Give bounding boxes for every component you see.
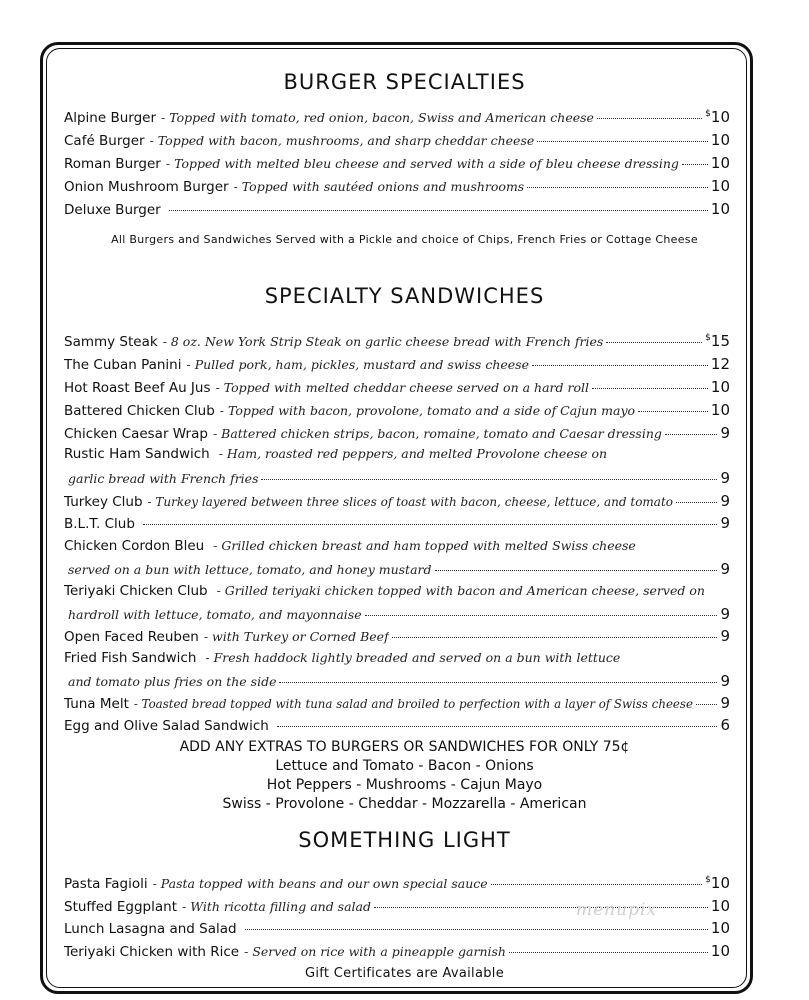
leader-dots <box>169 210 708 211</box>
item-description: - Topped with tomato, red onion, bacon, Swiss and American cheese <box>161 110 594 125</box>
item-price: 9 <box>720 560 730 578</box>
item-name: Tuna Melt <box>64 696 129 712</box>
item-description: - Topped with bacon, mushrooms, and sharp cheddar cheese <box>149 133 535 148</box>
item-name: Teriyaki Chicken with Rice <box>64 944 240 960</box>
menu-item <box>64 154 730 174</box>
item-name: Battered Chicken Club <box>64 403 215 419</box>
item-description: - Topped with bacon, provolone, tomato and a side of Cajun mayo <box>219 403 636 418</box>
item-description: - Ham, roasted red peppers, and melted Provolone cheese on <box>214 446 608 461</box>
sides-note: All Burgers and Sandwiches Served with a Pickle and choice of Chips, French Fries or Cottage Cheese <box>111 233 698 246</box>
leader-dots <box>638 411 708 412</box>
item-name: Pasta Fagioli <box>64 876 148 892</box>
menu-item-continuation <box>68 560 730 580</box>
leader-dots <box>261 479 717 480</box>
menu-item <box>64 200 730 220</box>
item-description-continued: hardroll with lettuce, tomato, and mayonnaise <box>68 607 362 622</box>
item-name: Lunch Lasagna and Salad <box>64 921 237 937</box>
item-description: - Topped with melted cheddar cheese served on a hard roll <box>215 380 589 395</box>
menu-item <box>64 446 730 466</box>
extras-line: Swiss - Provolone - Cheddar - Mozzarella - American <box>222 796 587 812</box>
item-description: - Toasted bread topped with tuna salad and broiled to perfection with a layer of Swiss cheese <box>133 697 693 711</box>
item-name: Hot Roast Beef Au Jus <box>64 380 211 396</box>
menu-item <box>64 355 730 375</box>
item-description: - Turkey layered between three slices of toast with bacon, cheese, lettuce, and tomato <box>147 495 673 509</box>
item-name: Roman Burger <box>64 156 161 172</box>
menu-item <box>64 538 730 558</box>
leader-dots <box>509 952 708 953</box>
item-price: 9 <box>720 605 730 623</box>
leader-dots <box>682 164 708 165</box>
extras-line: Lettuce and Tomato - Bacon - Onions <box>275 758 534 774</box>
item-description: - 8 oz. New York Strip Steak on garlic cheese bread with French fries <box>162 334 604 349</box>
item-name: Turkey Club <box>64 494 143 510</box>
item-name: Rustic Ham Sandwich <box>64 446 210 462</box>
item-description: - with Turkey or Corned Beef <box>203 629 389 644</box>
burger-specialties-heading: BURGER SPECIALTIES <box>283 70 526 94</box>
item-price: 9 <box>720 492 730 510</box>
item-name: Alpine Burger <box>64 110 157 126</box>
leader-dots <box>527 187 708 188</box>
item-description-continued: garlic bread with French fries <box>68 471 259 486</box>
item-price: 10 <box>710 131 730 149</box>
leader-dots <box>279 682 717 683</box>
leader-dots <box>143 524 718 525</box>
item-name: Chicken Cordon Bleu <box>64 538 205 554</box>
item-price: 9 <box>720 627 730 645</box>
item-name: Chicken Caesar Wrap <box>64 426 208 442</box>
leader-dots <box>532 365 708 366</box>
menu-item <box>64 583 730 603</box>
leader-dots <box>592 388 708 389</box>
item-price: 9 <box>720 469 730 487</box>
item-price: 9 <box>720 424 730 442</box>
extras-line: Hot Peppers - Mushrooms - Cajun Mayo <box>266 777 543 793</box>
item-price: $15 <box>705 332 730 350</box>
item-name: Open Faced Reuben <box>64 629 199 645</box>
item-price: 6 <box>720 716 730 734</box>
item-price: 10 <box>710 177 730 195</box>
item-name: Fried Fish Sandwich <box>64 650 197 666</box>
menu-item <box>64 716 730 736</box>
item-description-continued: served on a bun with lettuce, tomato, and honey mustard <box>68 562 432 577</box>
item-price: 9 <box>720 514 730 532</box>
item-price: 10 <box>710 378 730 396</box>
item-price: 10 <box>710 154 730 172</box>
leader-dots <box>676 502 717 503</box>
menu-item <box>64 401 730 421</box>
menu-item <box>64 514 730 534</box>
item-description: - With ricotta filling and salad <box>182 899 371 914</box>
menu-item <box>64 942 730 962</box>
item-name: The Cuban Panini <box>64 357 182 373</box>
item-price: $10 <box>705 108 730 126</box>
item-price: 9 <box>720 694 730 712</box>
item-price: 10 <box>710 897 730 915</box>
menu-item <box>64 131 730 151</box>
item-description: - Fresh haddock lightly breaded and served on a bun with lettuce <box>201 650 621 665</box>
item-name: Sammy Steak <box>64 334 158 350</box>
item-price: 12 <box>710 355 730 373</box>
something-light-heading: SOMETHING LIGHT <box>298 828 511 852</box>
gift-certificates-note: Gift Certificates are Available <box>305 966 504 981</box>
menu-item <box>64 332 730 352</box>
item-price: 9 <box>720 672 730 690</box>
item-price: $10 <box>705 874 730 892</box>
specialty-sandwiches-heading: SPECIALTY SANDWICHES <box>264 284 545 308</box>
menu-item <box>64 177 730 197</box>
extras-heading: ADD ANY EXTRAS TO BURGERS OR SANDWICHES FOR ONLY 75¢ <box>179 739 630 755</box>
menu-item <box>64 650 730 670</box>
item-price: 10 <box>710 401 730 419</box>
leader-dots <box>665 434 718 435</box>
item-price: 10 <box>710 942 730 960</box>
item-name: Teriyaki Chicken Club <box>64 583 208 599</box>
item-name: Deluxe Burger <box>64 202 161 218</box>
item-description: - Served on rice with a pineapple garnish <box>244 944 506 959</box>
menupix-watermark: menupix <box>576 900 657 920</box>
item-description: - Grilled chicken breast and ham topped with melted Swiss cheese <box>209 538 636 553</box>
leader-dots <box>277 726 718 727</box>
menu-item <box>64 874 730 894</box>
item-description: - Topped with sautéed onions and mushrooms <box>233 179 525 194</box>
leader-dots <box>392 637 718 638</box>
leader-dots <box>597 118 702 119</box>
leader-dots <box>537 141 708 142</box>
menu-item <box>64 108 730 128</box>
menu-item <box>64 627 730 647</box>
item-description: - Battered chicken strips, bacon, romaine, tomato and Caesar dressing <box>212 426 662 441</box>
item-price: 10 <box>710 919 730 937</box>
leader-dots <box>435 570 718 571</box>
item-name: Onion Mushroom Burger <box>64 179 229 195</box>
leader-dots <box>696 704 718 705</box>
leader-dots <box>374 907 708 908</box>
item-name: Egg and Olive Salad Sandwich <box>64 718 269 734</box>
menu-item <box>64 694 730 714</box>
item-description: - Pasta topped with beans and our own special sauce <box>152 876 488 891</box>
menu-item <box>64 492 730 512</box>
menu-item-continuation <box>68 469 730 489</box>
item-price: 10 <box>710 200 730 218</box>
leader-dots <box>365 615 718 616</box>
menu-item-continuation <box>68 672 730 692</box>
leader-dots <box>491 884 702 885</box>
item-name: Café Burger <box>64 133 145 149</box>
item-description: - Topped with melted bleu cheese and served with a side of bleu cheese dressing <box>165 156 679 171</box>
item-description-continued: and tomato plus fries on the side <box>68 674 277 689</box>
leader-dots <box>245 929 708 930</box>
menu-item <box>64 919 730 939</box>
leader-dots <box>606 342 702 343</box>
menu-item <box>64 378 730 398</box>
item-description: - Grilled teriyaki chicken topped with bacon and American cheese, served on <box>212 583 705 598</box>
item-description: - Pulled pork, ham, pickles, mustard and swiss cheese <box>186 357 529 372</box>
menu-item <box>64 424 730 444</box>
item-name: B.L.T. Club <box>64 516 135 532</box>
menu-item-continuation <box>68 605 730 625</box>
item-name: Stuffed Eggplant <box>64 899 177 915</box>
